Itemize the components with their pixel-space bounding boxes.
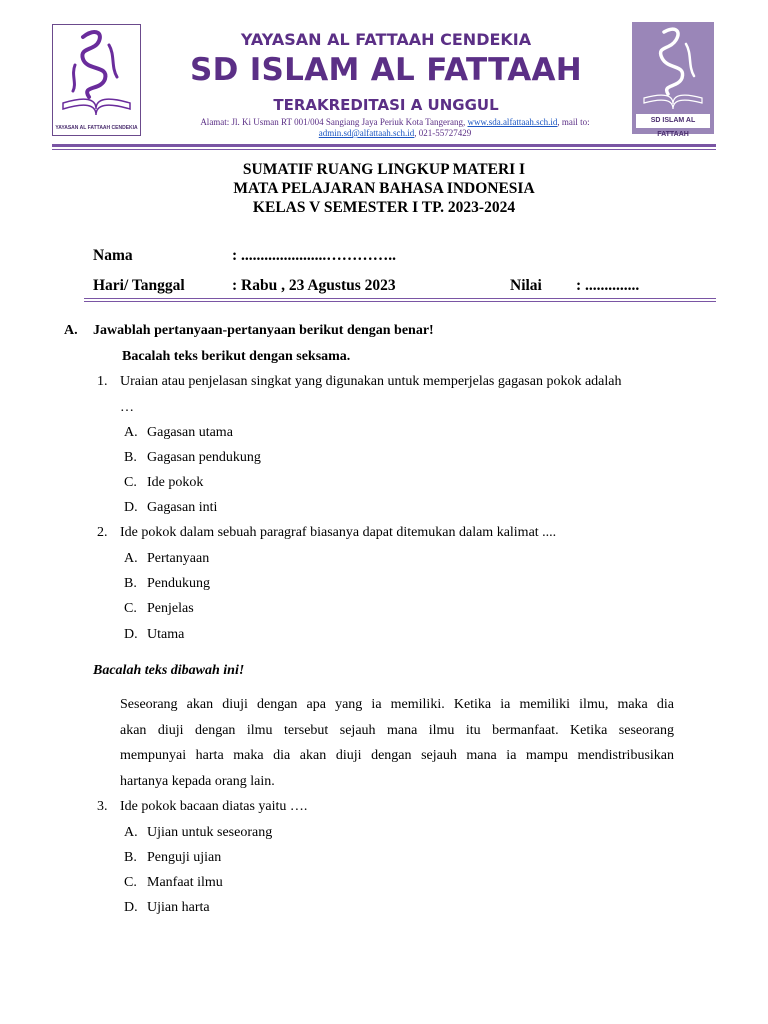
option-letter: D. <box>124 900 138 915</box>
option-letter: D. <box>124 500 138 515</box>
option-letter: C. <box>124 875 137 890</box>
name-field[interactable]: : ......................………….. <box>232 247 397 264</box>
reading-line: mempunyai harta maka dia akan diuji dengan sejauh mana ia mampu mendistribusikan <box>120 748 674 763</box>
option-letter: C. <box>124 601 137 616</box>
question-text: Ide pokok dalam sebuah paragraf biasanya dapat ditemukan dalam kalimat .... <box>120 525 557 540</box>
header-divider-thin <box>52 149 716 150</box>
option-letter: B. <box>124 450 137 465</box>
option-letter: D. <box>124 627 138 642</box>
school-name: SD ISLAM AL FATTAAH <box>189 52 583 88</box>
reading-line: Seseorang akan diuji dengan apa yang ia memiliki. Ketika ia memiliki ilmu, maka dia <box>120 697 674 712</box>
exam-title-line1: SUMATIF RUANG LINGKUP MATERI I <box>242 161 526 178</box>
school-address <box>160 117 630 139</box>
option-text: Gagasan utama <box>147 425 233 440</box>
header-divider <box>52 144 716 147</box>
option-text: Manfaat ilmu <box>147 875 223 890</box>
email-link[interactable]: admin.sd@alfattaah.sch.id <box>318 128 415 138</box>
calligraphy-book-icon <box>53 25 140 120</box>
mail-label: , mail to: <box>557 117 590 127</box>
read-instruction: Bacalah teks berikut dengan seksama. <box>122 349 351 364</box>
option-letter: B. <box>124 850 137 865</box>
address-text: Alamat: Jl. Ki Usman RT 001/004 Sangiang Jaya Periuk Kota Tangerang, <box>200 117 466 127</box>
school-logo <box>632 22 714 138</box>
option-letter: B. <box>124 576 137 591</box>
option-text: Penguji ujian <box>147 850 222 865</box>
logo-caption: SD ISLAM AL FATTAAH <box>636 114 710 128</box>
phone-number: , 021-55727429 <box>414 128 472 138</box>
logo-caption: YAYASAN AL FATTAAH CENDEKIA <box>55 125 138 131</box>
exam-title-line3: KELAS V SEMESTER I TP. 2023-2024 <box>252 199 516 216</box>
option-text: Utama <box>147 627 185 642</box>
option-text: Pertanyaan <box>147 551 210 566</box>
website-link[interactable]: www.sda.alfattaah.sch.id <box>467 117 558 127</box>
option-letter: A. <box>124 425 138 440</box>
foundation-name: YAYASAN AL FATTAAH CENDEKIA <box>240 30 532 49</box>
accreditation: TERAKREDITASI A UNGGUL <box>273 96 499 114</box>
option-letter: C. <box>124 475 137 490</box>
question-text: Ide pokok bacaan diatas yaitu …. <box>120 799 308 814</box>
option-text: Ide pokok <box>147 475 204 490</box>
score-label: Nilai <box>510 277 542 294</box>
option-text: Pendukung <box>147 576 210 591</box>
option-text: Penjelas <box>147 601 194 616</box>
option-letter: A. <box>124 551 138 566</box>
question-text: Uraian atau penjelasan singkat yang digunakan untuk memperjelas gagasan pokok adalah <box>120 374 622 389</box>
section-instruction: Jawablah pertanyaan-pertanyaan berikut dengan benar! <box>93 323 434 338</box>
question-number: 3. <box>97 799 108 814</box>
score-field[interactable]: : .............. <box>576 277 640 294</box>
question-text-continued: … <box>120 400 134 415</box>
option-text: Ujian harta <box>147 900 210 915</box>
date-value: : Rabu , 23 Agustus 2023 <box>232 277 396 294</box>
option-text: Ujian untuk seseorang <box>147 825 273 840</box>
identity-divider <box>84 298 716 299</box>
reading-line: hartanya kepada orang lain. <box>120 774 275 789</box>
date-label: Hari/ Tanggal <box>93 277 185 294</box>
identity-divider-thin <box>84 301 716 302</box>
calligraphy-book-icon <box>632 22 714 112</box>
option-letter: A. <box>124 825 138 840</box>
option-text: Gagasan inti <box>147 500 218 515</box>
reading-heading: Bacalah teks dibawah ini! <box>93 663 245 678</box>
reading-line: akan diuji dengan ilmu tersebut sejauh mana ilmu itu bermanfaat. Ketika seseorang <box>120 723 674 738</box>
section-marker: A. <box>64 323 78 338</box>
option-text: Gagasan pendukung <box>147 450 261 465</box>
school-foundation-logo <box>52 24 141 136</box>
question-number: 2. <box>97 525 108 540</box>
name-label: Nama <box>93 247 133 264</box>
question-number: 1. <box>97 374 108 389</box>
exam-title-line2: MATA PELAJARAN BAHASA INDONESIA <box>233 180 535 197</box>
